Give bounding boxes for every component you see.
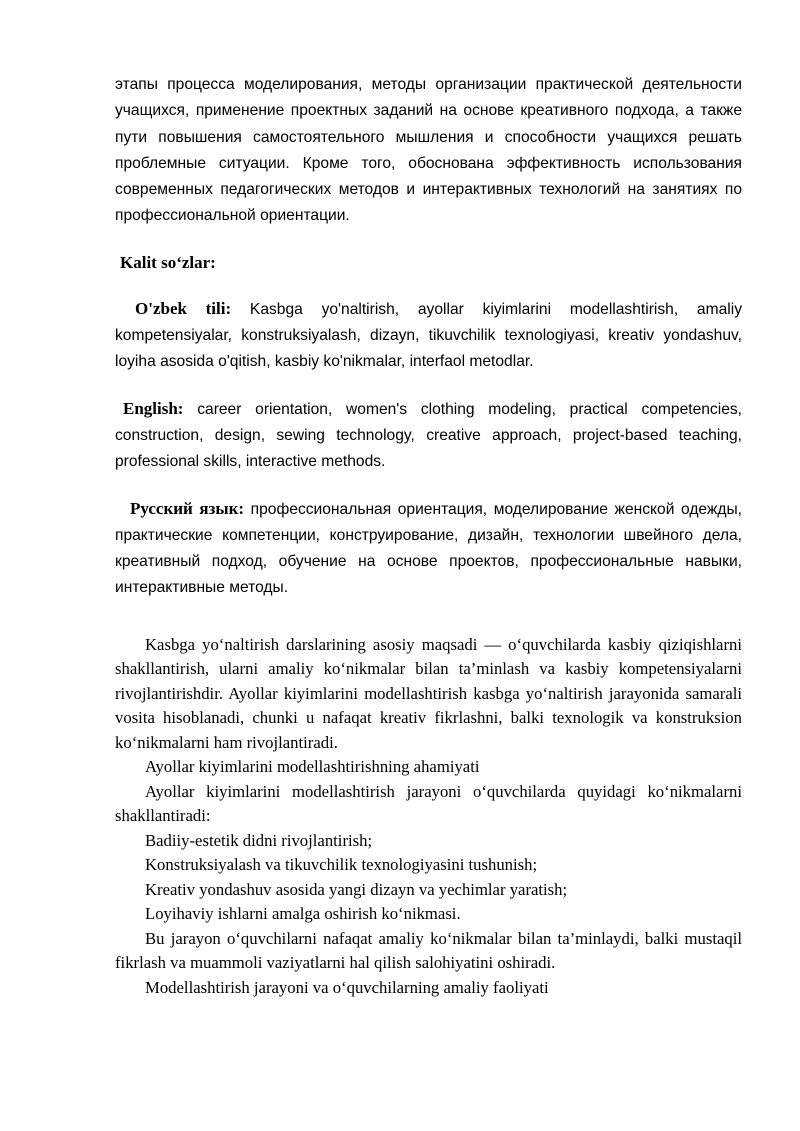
- keywords-uzbek-label: O'zbek tili:: [135, 298, 232, 318]
- keywords-english-label: English:: [123, 398, 184, 418]
- keywords-russian-label: Русский язык:: [130, 498, 245, 518]
- list-item: Badiiy-estetik didni rivojlantirish;: [145, 830, 373, 850]
- list-item: Loyihaviy ishlarni amalga oshirish ko‘nikmasi.: [145, 904, 461, 924]
- abstract-paragraph: этапы процесса моделирования, методы организации практической деятельности учащихся, применение проектных заданий на основе креативного подхода, а также пути повышения самостоятельного мышления и способности учащихся решать проблемные ситуации. Кроме того, обоснована эффективность использования современных педагогических методов и интерактивных технологий на занятиях по профессиональной ориентации.: [115, 76, 742, 225]
- keywords-english-text: career orientation, women's clothing modeling, practical competencies, construction, design, sewing technology, creative approach, project-based teaching, professional skills, interactive methods.: [115, 400, 742, 471]
- body-paragraph: Bu jarayon o‘quvchilarni nafaqat amaliy ko‘nikmalar bilan ta’minlaydi, balki mustaqil fikrlash va muammoli vaziyatlarni hal qilish salohiyatini oshiradi.: [115, 928, 742, 973]
- list-item: Konstruksiyalash va tikuvchilik texnologiyasini tushunish;: [145, 855, 538, 875]
- body-paragraph: Ayollar kiyimlarini modellashtirish jarayoni o‘quvchilarda quyidagi ko‘nikmalarni shakllantiradi:: [115, 781, 742, 826]
- document-page: [115, 72, 742, 1000]
- keywords-russian-text: профессиональная ориентация, моделирование женской одежды, практические компетенции, конструирование, дизайн, технологии швейного дела, креативный подход, обучение на основе проектов, профессиональные навыки, интерактивные методы.: [115, 500, 742, 597]
- keywords-english: [115, 396, 742, 476]
- section-heading: Modellashtirish jarayoni va o‘quvchilarning amaliy faoliyati: [145, 977, 549, 997]
- list-item: Kreativ yondashuv asosida yangi dizayn va yechimlar yaratish;: [145, 879, 568, 899]
- body-paragraph: Kasbga yo‘naltirish darslarining asosiy maqsadi — o‘quvchilarda kasbiy qiziqishlarni shakllantirish, ularni amaliy ko‘nikmalar bilan ta’minlash va kasbiy kompetensiyalarni rivojlantirishdir. Ayollar kiyimlarini modellashtirish kasbga yo‘naltirish jarayonida samarali vosita hisoblanadi, chunki u nafaqat kreativ fikrlashni, balki texnologik va konstruksion ko‘nikmalarni ham rivojlantiradi.: [115, 634, 742, 752]
- section-heading: Ayollar kiyimlarini modellashtirishning ahamiyati: [145, 757, 480, 777]
- keywords-uzbek: [115, 296, 742, 376]
- keywords-uzbek-text: Kasbga yo'naltirish, ayollar kiyimlarini modellashtirish, amaliy kompetensiyalar, konstruksiyalash, dizayn, tikuvchilik texnologiyasi, kreativ yondashuv, loyiha asosida o'qitish, kasbiy ko'nikmalar, interfaol metodlar.: [115, 300, 742, 371]
- keywords-russian: [115, 496, 742, 602]
- body-text: [115, 633, 742, 1001]
- keywords-heading: Kalit so‘zlar:: [120, 252, 216, 272]
